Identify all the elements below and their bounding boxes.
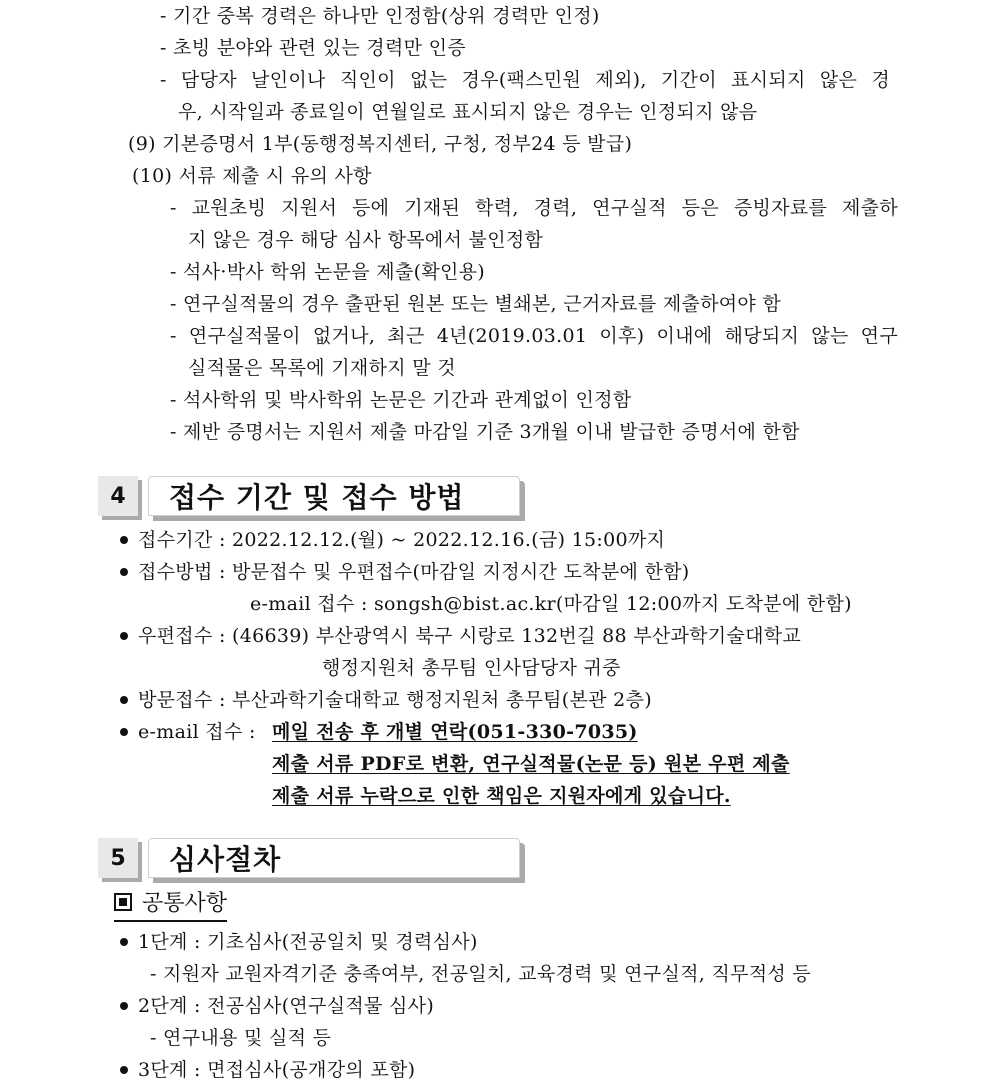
section-title: 심사절차: [148, 838, 520, 878]
section-title: 접수 기간 및 접수 방법: [148, 476, 520, 516]
text-line: - 기간 중복 경력은 하나만 인정함(상위 경력만 인정): [160, 5, 600, 27]
text-line: - 담당자 날인이나 직인이 없는 경우(팩스민원 제외), 기간이 표시되지 않은 경: [160, 69, 890, 91]
list-item: 접수방법 : 방문접수 및 우편접수(마감일 지정시간 도착분에 한함): [120, 560, 690, 584]
list-item: 1단계 : 기초심사(전공일치 및 경력심사): [120, 930, 478, 954]
text-line: 우, 시작일과 종료일이 연월일로 표시되지 않은 경우는 인정되지 않음: [178, 101, 758, 123]
subheading-label: 공통사항: [142, 891, 228, 916]
text-line: - 석사·박사 학위 논문을 제출(확인용): [170, 261, 485, 283]
email-note: 제출 서류 PDF로 변환, 연구실적물(논문 등) 원본 우편 제출: [272, 753, 790, 775]
text-line: - 석사학위 및 박사학위 논문은 기간과 관계없이 인정함: [170, 389, 632, 411]
text-line: 행정지원처 총무팀 인사담당자 귀중: [322, 657, 621, 679]
list-item: 우편접수 : (46639) 부산광역시 북구 시랑로 132번길 88 부산과학기술대학교: [120, 624, 801, 648]
text-line: - 연구실적물의 경우 출판된 원본 또는 별쇄본, 근거자료를 제출하여야 함: [170, 293, 782, 315]
section-number: 4: [98, 476, 138, 516]
text-line: e-mail 접수 : songsh@bist.ac.kr(마감일 12:00까지 도착분에 한함): [250, 593, 852, 615]
list-item: 2단계 : 전공심사(연구실적물 심사): [120, 994, 434, 1018]
text-line: (10) 서류 제출 시 유의 사항: [132, 165, 372, 187]
text-line: - 지원자 교원자격기준 충족여부, 전공일치, 교육경력 및 연구실적, 직무적성 등: [150, 963, 812, 985]
text-line: - 연구실적물이 없거나, 최근 4년(2019.03.01 이후) 이내에 해당되지 않는 연구: [170, 325, 898, 347]
text-line: 지 않은 경우 해당 심사 항목에서 불인정함: [188, 229, 544, 251]
filled-square-icon: [114, 893, 132, 911]
text-line: - 연구내용 및 실적 등: [150, 1027, 332, 1049]
subheading: [114, 890, 227, 922]
email-note: 제출 서류 누락으로 인한 책임은 지원자에게 있습니다.: [272, 785, 731, 807]
text-line: - 초빙 분야와 관련 있는 경력만 인증: [160, 37, 466, 59]
list-item: 3단계 : 면접심사(공개강의 포함): [120, 1058, 415, 1082]
text-line: - 제반 증명서는 지원서 제출 마감일 기준 3개월 이내 발급한 증명서에 한함: [170, 421, 800, 443]
email-note: 메일 전송 후 개별 연락(051-330-7035): [272, 721, 638, 743]
list-item: 방문접수 : 부산과학기술대학교 행정지원처 총무팀(본관 2층): [120, 688, 652, 712]
text-line: (9) 기본증명서 1부(동행정복지센터, 구청, 정부24 등 발급): [128, 133, 633, 155]
section-number: 5: [98, 838, 138, 878]
text-line: - 교원초빙 지원서 등에 기재된 학력, 경력, 연구실적 등은 증빙자료를 제출하: [170, 197, 898, 219]
list-item: 접수기간 : 2022.12.12.(월) ~ 2022.12.16.(금) 15:00까지: [120, 528, 665, 552]
list-item: e-mail 접수 :: [120, 720, 256, 744]
text-line: 실적물은 목록에 기재하지 말 것: [188, 357, 456, 379]
